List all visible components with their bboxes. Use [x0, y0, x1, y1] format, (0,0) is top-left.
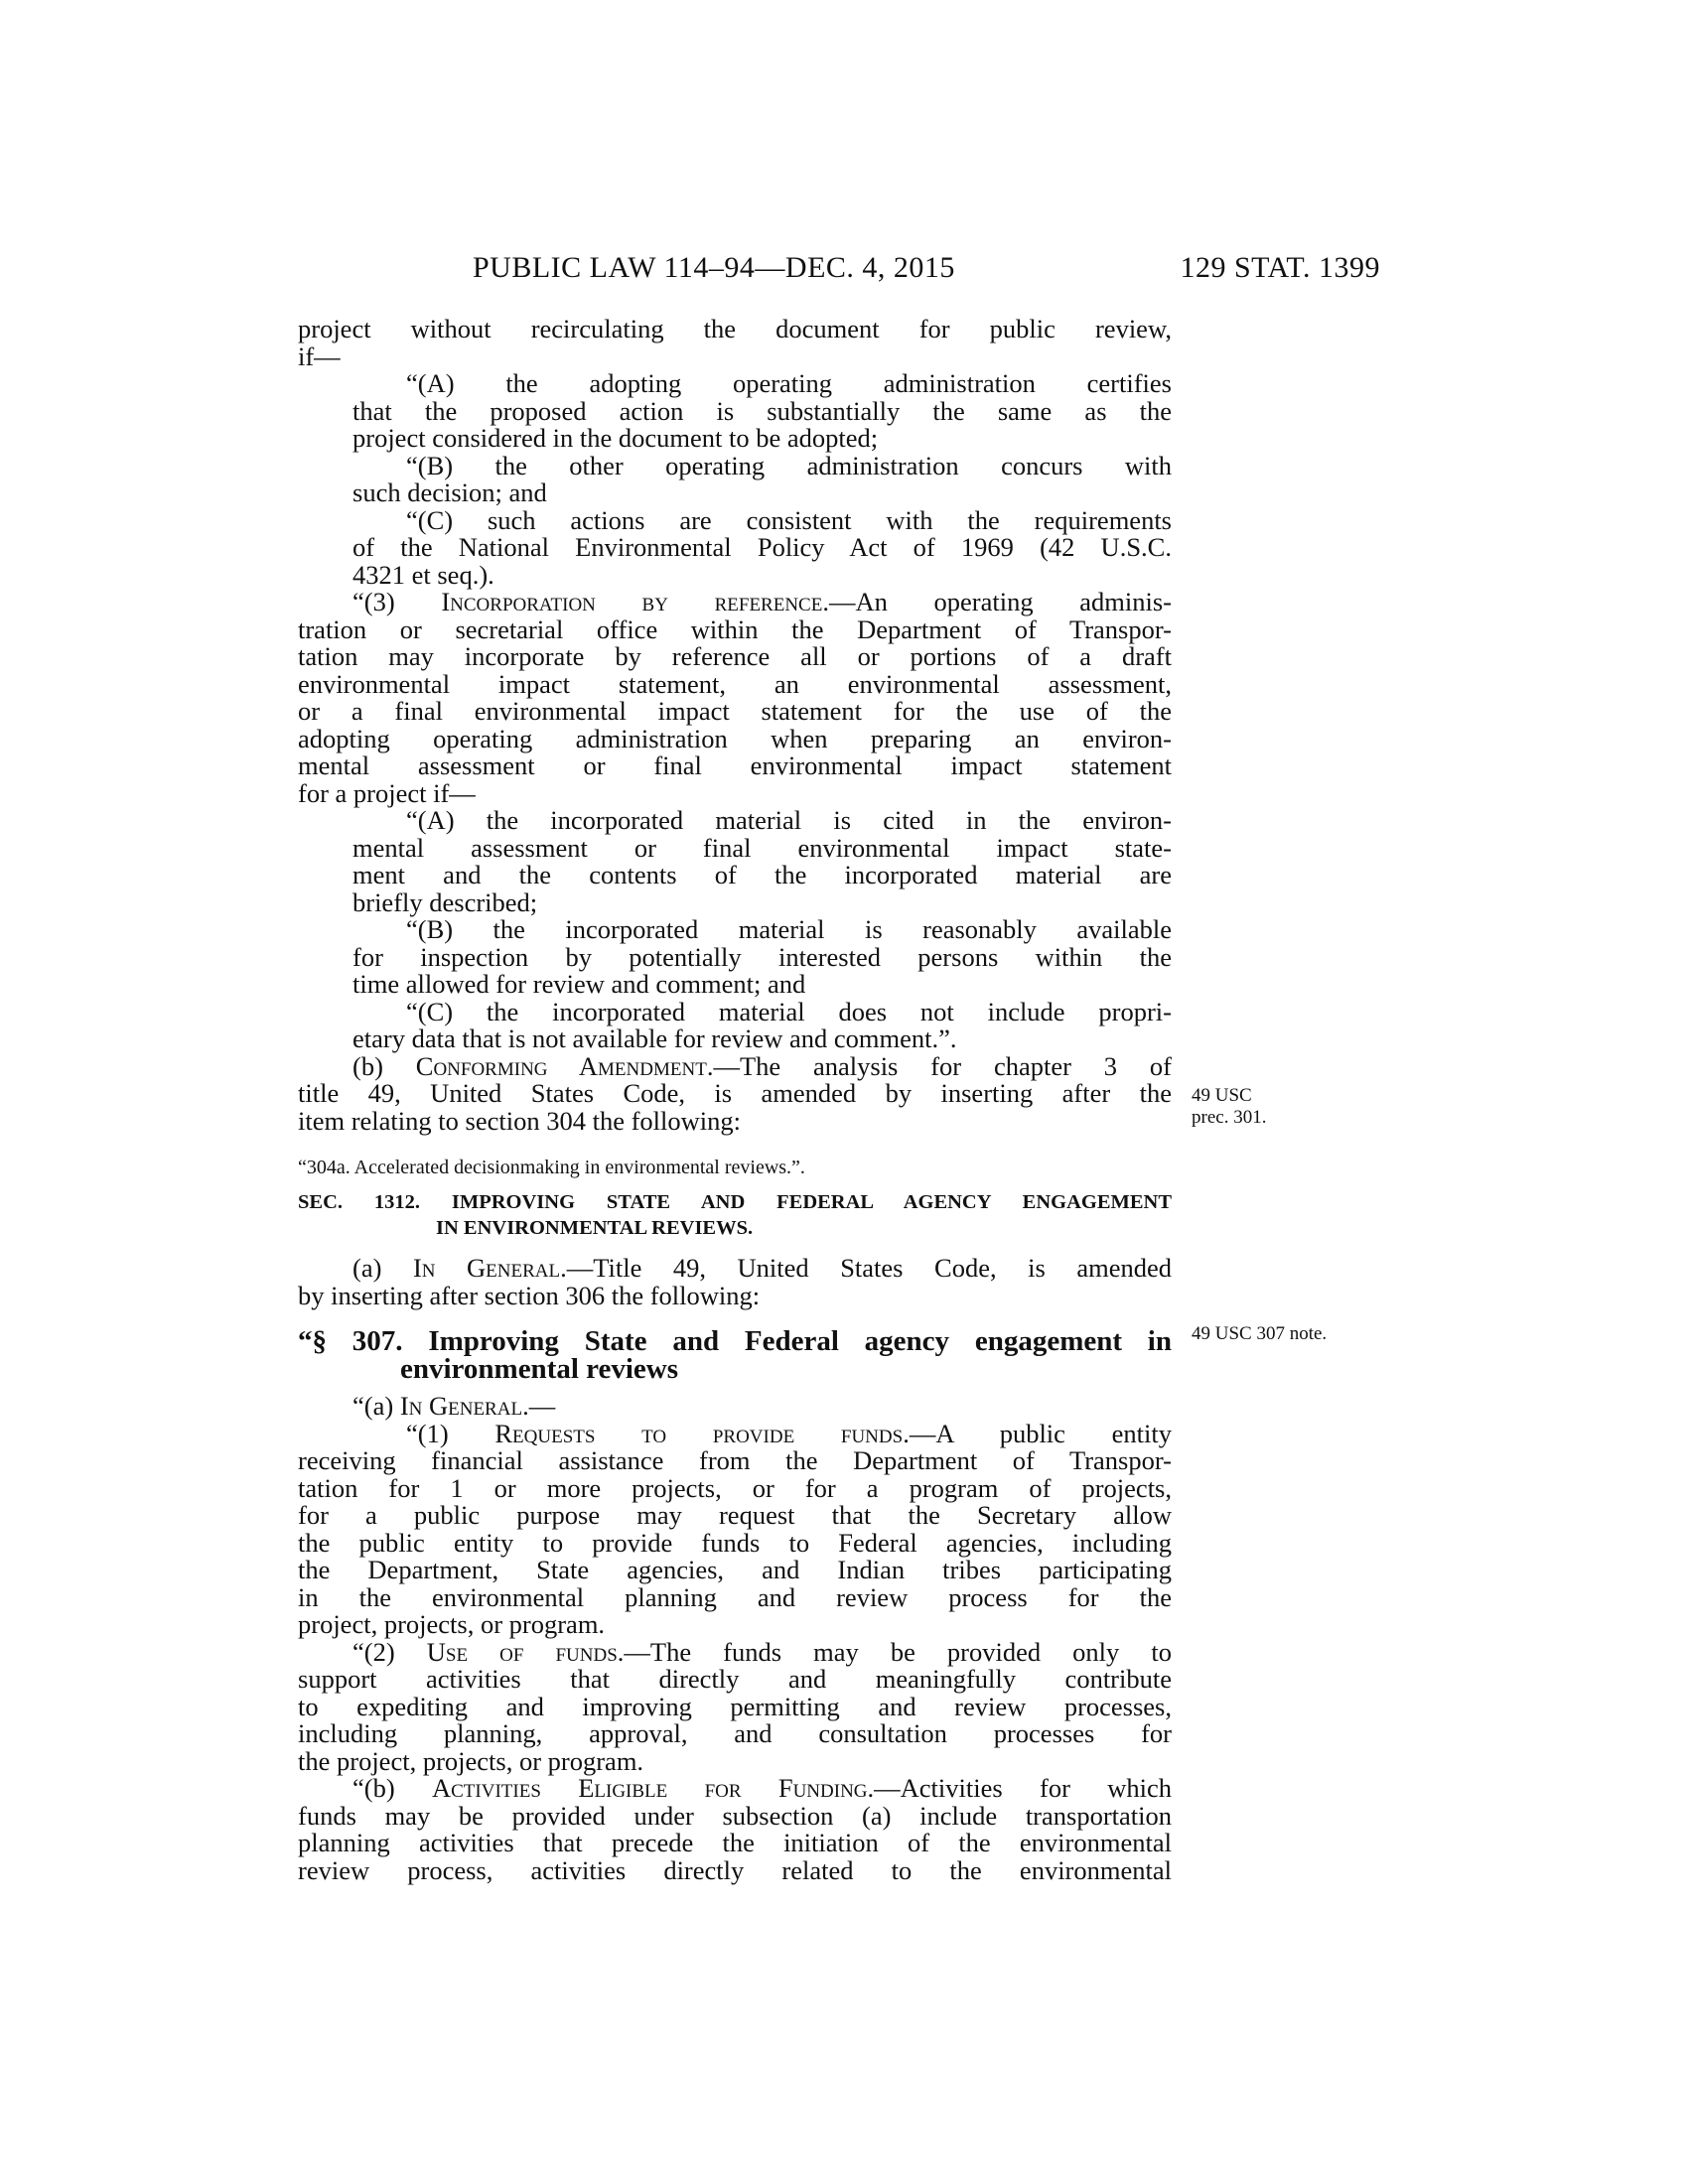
margin-note-49-usc-307-note: 49 USC 307 note. [1192, 1323, 1328, 1344]
header-stat-citation: 129 STAT. 1399 [1180, 251, 1380, 284]
section-307-heading: “§ 307. Improving State and Federal agency engagement in environmental reviews [298, 1325, 1172, 1385]
paragraph-heading: Incorporation by reference [441, 587, 823, 616]
subparagraph-2-A: “(A) the adopting operating administration certifies that the proposed action is substantially the same as the project considered in the document to be adopted; [352, 368, 1172, 453]
subsection-heading: Conforming Amendment [415, 1050, 707, 1081]
subparagraph-2-B: “(B) the other operating administration concurs with such decision; and [352, 450, 1172, 507]
table-of-sections-item: “304a. Accelerated decisionmaking in environmental reviews.”. [298, 1157, 805, 1178]
subparagraph-3-C: “(C) the incorporated material does not include propri- etary data that is not available for review and comment.”. [352, 996, 1172, 1053]
section-1312-heading: SEC. 1312. IMPROVING STATE AND FEDERAL AGENCY ENGAGEMENT IN ENVIRONMENTAL REVIEWS. [298, 1191, 1172, 1239]
paragraph-continuation: project without recirculating the document for public review, if— [298, 314, 1172, 371]
subsection-a-in-general: (a) In General.—Title 49, United States Code, is amended by inserting after section 306 the following: [298, 1253, 1172, 1310]
subsection-b-conforming-amendment: (b) Conforming Amendment.—The analysis for chapter 3 of title 49, United States Code, is amended by inserting after the item relating to section 304 the following: [298, 1050, 1172, 1136]
subsection-heading: In General [412, 1253, 561, 1283]
section-307-subsection-a: “(a) In General.— [352, 1391, 556, 1421]
body-text-column [298, 316, 1172, 1884]
subparagraph-2-C: “(C) such actions are consistent with the requirements of the National Environmental Policy Act of 1969 (42 U.S.C. 4321 et seq.). [352, 504, 1172, 590]
section-307-paragraph-1: “(1) Requests to provide funds.—A public entity receiving financial assistance from the Department of Transpor- tation for 1 or more projects, or for a program of projects, for a public purpose may request that the Secretary allow the public entity to provide funds to Federal agencies, including the Department, State agencies, and Indian tribes participating in the environmental planning and review process for the project, projects, or program. [298, 1418, 1172, 1639]
section-307-paragraph-2: “(2) Use of funds.—The funds may be provided only to support activities that directly and meaningfully contribute to expediting and improving permitting and review processes, including planning, approval, and consultation processes for the project, projects, or program. [298, 1636, 1172, 1776]
section-307-subsection-b: “(b) Activities Eligible for Funding.—Activities for which funds may be provided under subsection (a) include transportation planning activities that precede the initiation of the environmental review process, activities directly related to the environmental [298, 1773, 1172, 1885]
page-header [298, 251, 1380, 291]
margin-note-49-usc-prec-301: 49 USC prec. 301. [1192, 1085, 1267, 1128]
paragraph-3-incorporation-by-reference: “(3) Incorporation by reference.—An operating adminis- tration or secretarial office within the Department of Transpor- tation may incorporate by reference all or portions of a draft environmental impact statement, an environmental assessment, or a final environmental impact statement for the use of the adopting operating administration when preparing an environ- mental assessment or final environmental impact statement for a project if— [298, 587, 1172, 808]
subparagraph-3-B: “(B) the incorporated material is reasonably available for inspection by potentially interested persons within the time allowed for review and comment; and [352, 914, 1172, 999]
subparagraph-3-A: “(A) the incorporated material is cited in the environ- mental assessment or final environmental impact state- ment and the contents of the incorporated material are briefly described; [352, 805, 1172, 917]
header-title: PUBLIC LAW 114–94—DEC. 4, 2015 [473, 251, 955, 284]
